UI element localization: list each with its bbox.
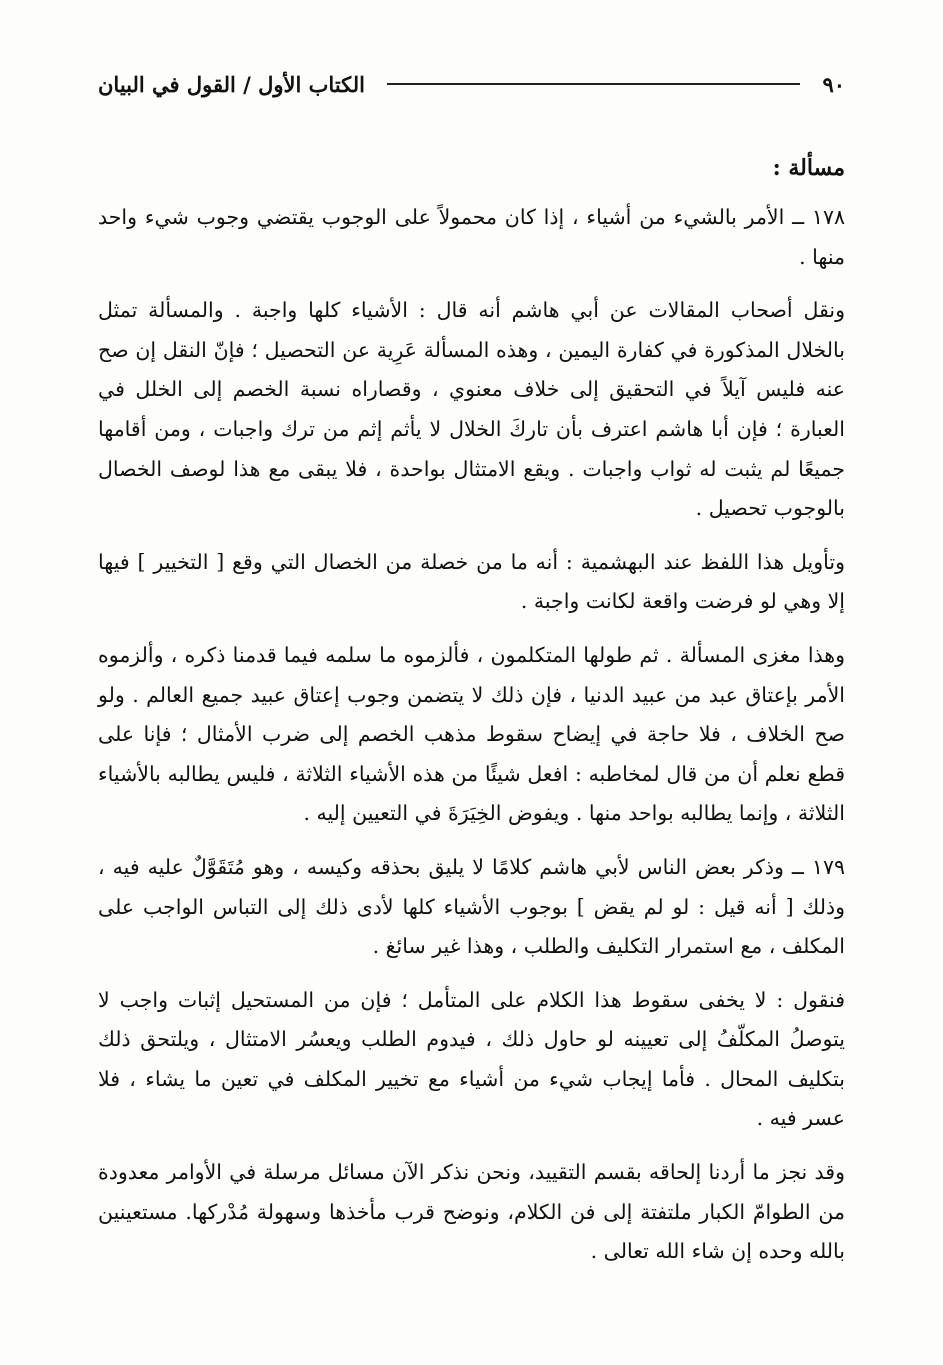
paragraph: وتأويل هذا اللفظ عند البهشمية : أنه ما من خصلة من الخصال التي وقع [ التخيير ] فيها إلا وهي لو فرضت واقعة لكانت واجبة . — [98, 549, 845, 614]
paragraph: وقد نجز ما أردنا إلحاقه بقسم التقييد، ونحن نذكر الآن مسائل مرسلة في الأوامر معدودة من الطوامّ الكبار ملتفتة إلى فن الكلام، ونوضح قرب مأخذها وسهولة مُدْركها. مستعينين بالله وحده إن شاء الله تعالى . — [98, 1160, 845, 1264]
paragraph: وهذا مغزى المسألة . ثم طولها المتكلمون ، فألزموه ما سلمه فيما قدمنا ذكره ، وألزموه الأمر بإعتاق عبد من عبيد الدنيا ، فإن ذلك لا يتضمن وجوب إعتاق عبيد جميع العالم . ولو صح الخلاف ، فلا حاجة في إيضاح سقوط مذهب الخصم إلى ضرب الأمثال ؛ فإنا على قطع نعلم أن من قال لمخاطبه : افعل شيئًا من هذه الأشياء الثلاثة ، فليس يطالبه بالأشياء الثلاثة ، وإنما يطالبه بواحد منها . ويفوض الخِيَرَةَ في التعيين إليه . — [98, 642, 845, 826]
running-title: الكتاب الأول / القول في البيان — [98, 71, 366, 97]
page-number: ٩٠ — [822, 71, 845, 97]
section-heading: مسألة : — [772, 155, 845, 181]
paragraph: فنقول : لا يخفى سقوط هذا الكلام على المتأمل ؛ فإن من المستحيل إثبات واجب لا يتوصلُ المكلّفُ إلى تعيينه لو حاول ذلك ، فيدوم الطلب ويعسُر الامتثال ، ويلتحق ذلك بتكليف المحال . فأما إيجاب شيء من أشياء مع تخيير المكلف في تعين ما يشاء ، فلا عسر فيه . — [98, 987, 845, 1131]
paragraph-178: ١٧٨ ــ الأمر بالشيء من أشياء ، إذا كان محمولاً على الوجوب يقتضي وجوب شيء واحد منها . — [98, 205, 845, 269]
paragraph: ونقل أصحاب المقالات عن أبي هاشم أنه قال : الأشياء كلها واجبة . والمسألة تمثل بالخلال المذكورة في كفارة اليمين ، وهذه المسألة عَرِية عن التحصيل ؛ فإنّ النقل إن صح عنه فليس آيلاً في التحقيق إلى خلاف معنوي ، وقصاراه نسبة الخصم إلى الخلل في العبارة ؛ فإن أبا هاشم اعترف بأن تاركَ الخلال لا يأثم إثم من ترك واجبات ، ومن أقامها جميعًا لم يثبت له ثواب واجبات . ويقع الامتثال بواحدة ، فلا يبقى مع هذا لوصف الخصال بالوجوب تحصيل . — [98, 298, 845, 521]
paragraph-179: ١٧٩ ــ وذكر بعض الناس لأبي هاشم كلامًا لا يليق بحذقه وكيسه ، وهو مُتَقَوَّلٌ عليه فيه ، وذلك [ أنه قيل : لو لم يقض ] بوجوب الأشياء كلها لأدى ذلك إلى التباس الواجب على المكلف ، مع استمرار التكليف والطلب ، وهذا غير سائغ . — [98, 854, 845, 959]
page-header — [98, 62, 845, 106]
header-rule — [387, 83, 800, 85]
